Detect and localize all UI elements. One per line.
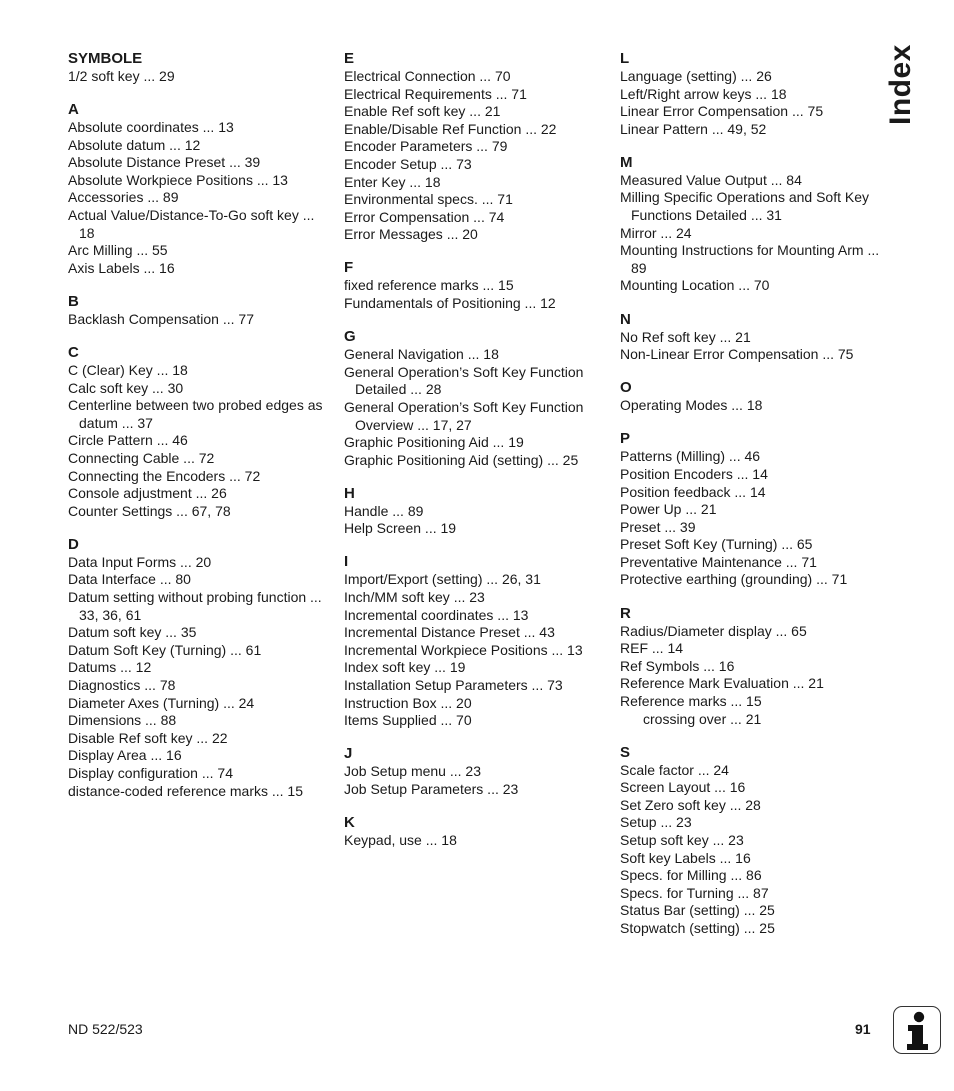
index-section <box>68 100 330 277</box>
index-entry: Mounting Instructions for Mounting Arm ... 89 <box>620 242 880 276</box>
index-entry: Power Up ... 21 <box>620 501 717 518</box>
index-entry: Inch/MM soft key ... 23 <box>344 589 485 606</box>
index-entry: Linear Pattern ... 49, 52 <box>620 120 767 137</box>
index-entry: Items Supplied ... 70 <box>344 712 472 729</box>
index-entry: Datums ... 12 <box>68 659 152 676</box>
index-entry: Connecting the Encoders ... 72 <box>68 467 261 484</box>
index-entry: Job Setup Parameters ... 23 <box>344 780 519 797</box>
index-entry: Reference marks ... 15 <box>620 692 762 709</box>
index-entry: Setup soft key ... 23 <box>620 832 744 848</box>
index-section <box>344 744 606 798</box>
index-entry: 1/2 soft key ... 29 <box>68 68 175 84</box>
index-entry: Specs. for Turning ... 87 <box>620 884 769 901</box>
section-letter: O <box>620 379 632 397</box>
index-entry: Datum setting without probing function ... 33, 36, 61 <box>68 589 322 623</box>
index-column-1 <box>68 49 330 815</box>
index-entry: Display configuration ... 74 <box>68 765 233 781</box>
index-entry: Set Zero soft key ... 28 <box>620 796 761 813</box>
index-section <box>620 429 882 589</box>
section-letter: J <box>344 745 353 763</box>
index-entry: Mirror ... 24 <box>620 224 692 241</box>
section-letter: N <box>620 310 631 328</box>
section-letter: M <box>620 153 633 171</box>
index-entry: Soft key Labels ... 16 <box>620 849 751 866</box>
section-letter: K <box>344 814 355 831</box>
index-entry: Position feedback ... 14 <box>620 483 766 500</box>
index-entry: Protective earthing (grounding) ... 71 <box>620 571 848 588</box>
section-letter: A <box>68 101 79 119</box>
index-entry: Error Messages ... 20 <box>344 226 478 243</box>
index-entry: Diagnostics ... 78 <box>68 677 176 694</box>
index-entry: Status Bar (setting) ... 25 <box>620 902 775 919</box>
index-entry: No Ref soft key ... 21 <box>620 328 751 345</box>
section-letter: D <box>68 535 79 553</box>
index-entry: Radius/Diameter display ... 65 <box>620 622 807 639</box>
index-entry: Encoder Setup ... 73 <box>344 155 472 172</box>
section-letter: S <box>620 743 631 761</box>
index-entry: Left/Right arrow keys ... 18 <box>620 85 787 102</box>
section-letter: SYMBOLE <box>68 50 143 67</box>
section-letter: I <box>344 553 349 571</box>
index-entry: Datum soft key ... 35 <box>68 624 197 641</box>
index-section <box>344 552 606 729</box>
index-entry: distance-coded reference marks ... 15 <box>68 782 304 799</box>
index-section <box>620 153 882 295</box>
index-section <box>68 292 330 329</box>
index-section <box>344 813 606 850</box>
section-letter: C <box>68 344 79 362</box>
index-entry: Reference Mark Evaluation ... 21 <box>620 675 824 692</box>
index-entry: Environmental specs. ... 71 <box>344 191 513 208</box>
index-section <box>620 378 882 415</box>
index-entry: Installation Setup Parameters ... 73 <box>344 677 563 694</box>
index-entry: General Operation’s Soft Key Function Overview ... 17, 27 <box>344 398 584 433</box>
index-entry: Import/Export (setting) ... 26, 31 <box>344 571 541 588</box>
section-letter: P <box>620 430 631 448</box>
index-entry: Error Compensation ... 74 <box>344 208 505 225</box>
index-entry: Operating Modes ... 18 <box>620 397 763 414</box>
index-entry: Specs. for Milling ... 86 <box>620 867 762 884</box>
index-entry: Enable/Disable Ref Function ... 22 <box>344 120 557 137</box>
index-entry: Data Input Forms ... 20 <box>68 553 212 570</box>
index-entry: C (Clear) Key ... 18 <box>68 362 188 379</box>
index-entry: Preset Soft Key (Turning) ... 65 <box>620 536 813 553</box>
index-entry: Disable Ref soft key ... 22 <box>68 729 228 746</box>
index-entry: General Operation’s Soft Key Function Detailed ... 28 <box>344 363 584 398</box>
index-entry: Measured Value Output ... 84 <box>620 171 802 188</box>
index-entry: Help Screen ... 19 <box>344 520 457 537</box>
index-entry: General Navigation ... 18 <box>344 346 499 363</box>
index-entry: Encoder Parameters ... 79 <box>344 138 508 155</box>
index-entry: Arc Milling ... 55 <box>68 242 168 259</box>
section-letter: L <box>620 50 630 67</box>
index-entry: Backlash Compensation ... 77 <box>68 310 254 327</box>
index-entry: Job Setup menu ... 23 <box>344 763 481 780</box>
index-section <box>620 743 882 938</box>
index-section <box>620 604 882 729</box>
index-entry: Actual Value/Distance-To-Go soft key ... 18 <box>68 207 315 241</box>
index-entry: Enter Key ... 18 <box>344 173 441 190</box>
index-entry: Electrical Requirements ... 71 <box>344 85 527 102</box>
index-entry: Incremental coordinates ... 13 <box>344 606 529 623</box>
index-section <box>344 49 606 244</box>
index-section <box>620 49 882 138</box>
index-entry: Mounting Location ... 70 <box>620 277 770 294</box>
section-letter: E <box>344 50 355 67</box>
index-entry: Handle ... 89 <box>344 502 424 519</box>
index-entry: Index soft key ... 19 <box>344 659 466 676</box>
index-entry: Absolute Distance Preset ... 39 <box>68 154 261 171</box>
index-section <box>344 258 606 312</box>
index-entry: Graphic Positioning Aid ... 19 <box>344 434 524 451</box>
index-entry: Stopwatch (setting) ... 25 <box>620 919 775 936</box>
index-entry: Axis Labels ... 16 <box>68 259 175 276</box>
index-entry: Display Area ... 16 <box>68 747 182 764</box>
index-entry: Instruction Box ... 20 <box>344 694 472 711</box>
index-entry: Scale factor ... 24 <box>620 761 729 778</box>
index-entry: Calc soft key ... 30 <box>68 379 184 396</box>
index-section <box>344 327 606 469</box>
index-entry: Enable Ref soft key ... 21 <box>344 103 501 120</box>
index-entry: Diameter Axes (Turning) ... 24 <box>68 694 255 711</box>
index-entry: Datum Soft Key (Turning) ... 61 <box>68 641 262 658</box>
index-entry: Circle Pattern ... 46 <box>68 432 188 449</box>
index-entry: Connecting Cable ... 72 <box>68 450 215 466</box>
index-entry: Data Interface ... 80 <box>68 571 191 588</box>
index-entry: Ref Symbols ... 16 <box>620 657 735 674</box>
index-entry: fixed reference marks ... 15 <box>344 277 514 294</box>
section-letter: R <box>620 604 631 622</box>
index-entry: Linear Error Compensation ... 75 <box>620 103 824 120</box>
index-entry: Absolute datum ... 12 <box>68 136 201 153</box>
index-entry: Incremental Workpiece Positions ... 13 <box>344 641 583 658</box>
index-entry: Console adjustment ... 26 <box>68 485 227 502</box>
section-letter: H <box>344 484 355 502</box>
index-entry: Position Encoders ... 14 <box>620 465 768 482</box>
index-column-3 <box>620 49 882 952</box>
index-entry: Keypad, use ... 18 <box>344 832 457 848</box>
index-entry: Setup ... 23 <box>620 814 692 831</box>
index-entry: Preventative Maintenance ... 71 <box>620 553 817 570</box>
index-entry: Graphic Positioning Aid (setting) ... 25 <box>344 451 579 468</box>
index-subentry: crossing over ... 21 <box>643 710 762 727</box>
index-entry: Incremental Distance Preset ... 43 <box>344 624 555 641</box>
index-entry: Language (setting) ... 26 <box>620 68 772 84</box>
index-section <box>68 49 330 86</box>
index-entry: Dimensions ... 88 <box>68 712 177 729</box>
info-icon <box>893 1006 941 1054</box>
index-section <box>344 484 606 538</box>
footer-model: ND 522/523 <box>68 1021 143 1037</box>
side-title-index: Index <box>884 44 917 125</box>
index-entry: Absolute coordinates ... 13 <box>68 119 234 136</box>
index-entry: Electrical Connection ... 70 <box>344 68 511 84</box>
index-column-2 <box>344 49 606 864</box>
index-entry: Absolute Workpiece Positions ... 13 <box>68 171 288 188</box>
section-letter: F <box>344 259 354 277</box>
index-entry: Preset ... 39 <box>620 518 696 535</box>
index-entry: Screen Layout ... 16 <box>620 779 746 796</box>
page-number: 91 <box>855 1021 871 1037</box>
index-entry: Counter Settings ... 67, 78 <box>68 502 231 519</box>
index-entry: Fundamentals of Positioning ... 12 <box>344 295 556 312</box>
index-entry: Accessories ... 89 <box>68 189 179 206</box>
index-entry: Non-Linear Error Compensation ... 75 <box>620 346 854 363</box>
index-section <box>620 310 882 364</box>
index-section <box>68 343 330 520</box>
section-letter: B <box>68 292 79 310</box>
index-entry: Milling Specific Operations and Soft Key Functions Detailed ... 31 <box>620 189 870 224</box>
section-letter: G <box>344 328 356 346</box>
index-entry: REF ... 14 <box>620 640 684 657</box>
index-entry: Patterns (Milling) ... 46 <box>620 448 761 465</box>
index-entry: Centerline between two probed edges as datum ... 37 <box>68 397 323 431</box>
index-section <box>68 535 330 800</box>
